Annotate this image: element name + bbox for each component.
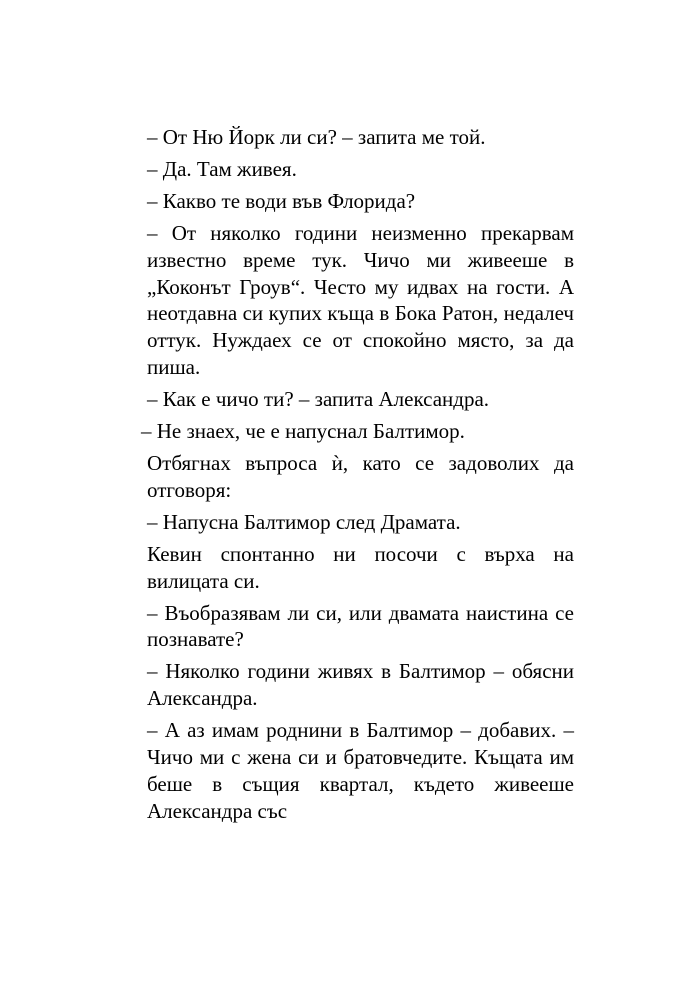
- paragraph: – Няколко години живях в Балтимор – обясни Александра.: [147, 659, 574, 711]
- paragraph: – Какво те води във Флорида?: [147, 188, 416, 213]
- paragraph: Отбягнах въпроса ѝ, като се задоволих да отговоря:: [147, 450, 574, 502]
- paragraph: – Не знаех, че е напуснал Балтимор.: [141, 419, 465, 444]
- body-text: [141, 124, 574, 830]
- paragraph: – От няколко години неизменно прекарвам известно време тук. Чичо ми живееше в „Коконът Гроув“. Често му идвах на гости. А неотдавна си купих къща в Бока Ратон, недалеч оттук. Нуждаех се от спокойно място, за да пиша.: [147, 220, 574, 380]
- paragraph: – Въобразявам ли си, или двамата наистина се познавате?: [147, 600, 574, 652]
- paragraph: – Напусна Балтимор след Драмата.: [147, 509, 461, 534]
- paragraph: – А аз имам роднини в Балтимор – добавих. – Чичо ми с жена си и братовчедите. Къщата им беше в същия квартал, където живееше Александра със: [147, 718, 574, 823]
- paragraph: – Как е чичо ти? – запита Александра.: [147, 387, 490, 412]
- paragraph: – Да. Там живея.: [147, 156, 297, 181]
- paragraph: Кевин спонтанно ни посочи с върха на вилицата си.: [147, 541, 574, 593]
- paragraph: – От Ню Йорк ли си? – запита ме той.: [147, 125, 486, 149]
